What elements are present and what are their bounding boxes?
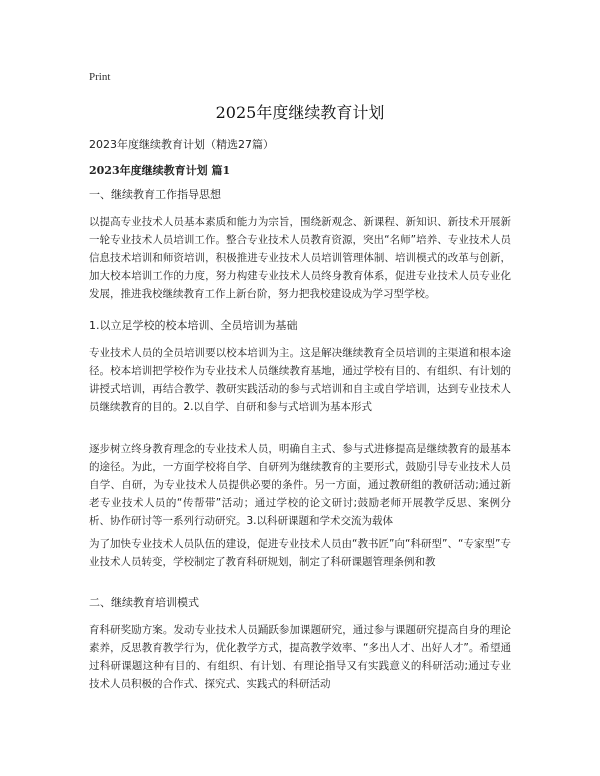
document-subtitle: 2023年度继续教育计划（精选27篇） — [89, 138, 274, 151]
paragraph-research: 为了加快专业技术人员队伍的建设，促进专业技术人员由“教书匠”向“科研型”、“专家型”专业技术人员转变，学校制定了教育科研规划，制定了科研课题管理条例和教 — [89, 538, 511, 568]
paragraph-research-awards: 育科研奖励方案。发动专业技术人员踊跃参加课题研究，通过参与课题研究提高自身的理论素养，反思教育教学行为，优化教学方式，提高教学效率、“多出人才、出好人才”。希望通过科研课题这种有目的、有组织、有计划、有理论指导又有实践意义的科研活动;通过专业技术人员积极的合作式、探究式、实践式的科研活动 — [89, 624, 511, 690]
paragraph-school-based-training: 专业技术人员的全员培训要以校本培训为主。这是解决继续教育全员培训的主渠道和根本途径。校本培训把学校作为专业技术人员继续教育基地，通过学校有目的、有组织、有计划的讲授式培训，再结合教学、教研实践活动的参与式培训和自主或自学培训，达到专业技术人员继续教育的目的。2.以自学、自研和参与式培训为基本形式 — [89, 347, 511, 413]
section-heading: 2023年度继续教育计划 篇1 — [89, 164, 231, 177]
heading-training-mode: 二、继续教育培训模式 — [89, 596, 199, 609]
heading-school-based-training: 1.以立足学校的校本培训、全员培训为基础 — [89, 319, 298, 332]
heading-guiding-ideology: 一、继续教育工作指导思想 — [89, 188, 221, 201]
paragraph-guiding-ideology: 以提高专业技术人员基本素质和能力为宗旨，围绕新观念、新课程、新知识、新技术开展新一轮专业技术人员培训工作。整合专业技术人员教育资源，突出“名师”培养、专业技术人员信息技术培训和师资培训，积极推进专业技术人员培训管理体制、培训模式的改革与创新，加大校本培训工作的力度，努力构建专业技术人员终身教育体系，促进专业技术人员专业化发展，推进我校继续教育工作上新台阶，努力把我校建设成为学习型学校。 — [89, 216, 511, 300]
print-link[interactable]: Print — [89, 71, 111, 83]
document-title: 2025年度继续教育计划 — [215, 103, 385, 122]
paragraph-self-study: 逐步树立终身教育理念的专业技术人员，明确自主式、参与式进修提高是继续教育的最基本的途径。为此，一方面学校将自学、自研列为继续教育的主要形式，鼓励引导专业技术人员自学、自研，为专业技术人员提供必要的条件。另一方面，通过教研组的教研活动;通过新老专业技术人员的“传帮带”活动；通过学校的论文研讨;鼓励老师开展教学反思、案例分析、协作研讨等一系列行动研究。3.以科研课题和学术交流为载体 — [89, 443, 511, 527]
